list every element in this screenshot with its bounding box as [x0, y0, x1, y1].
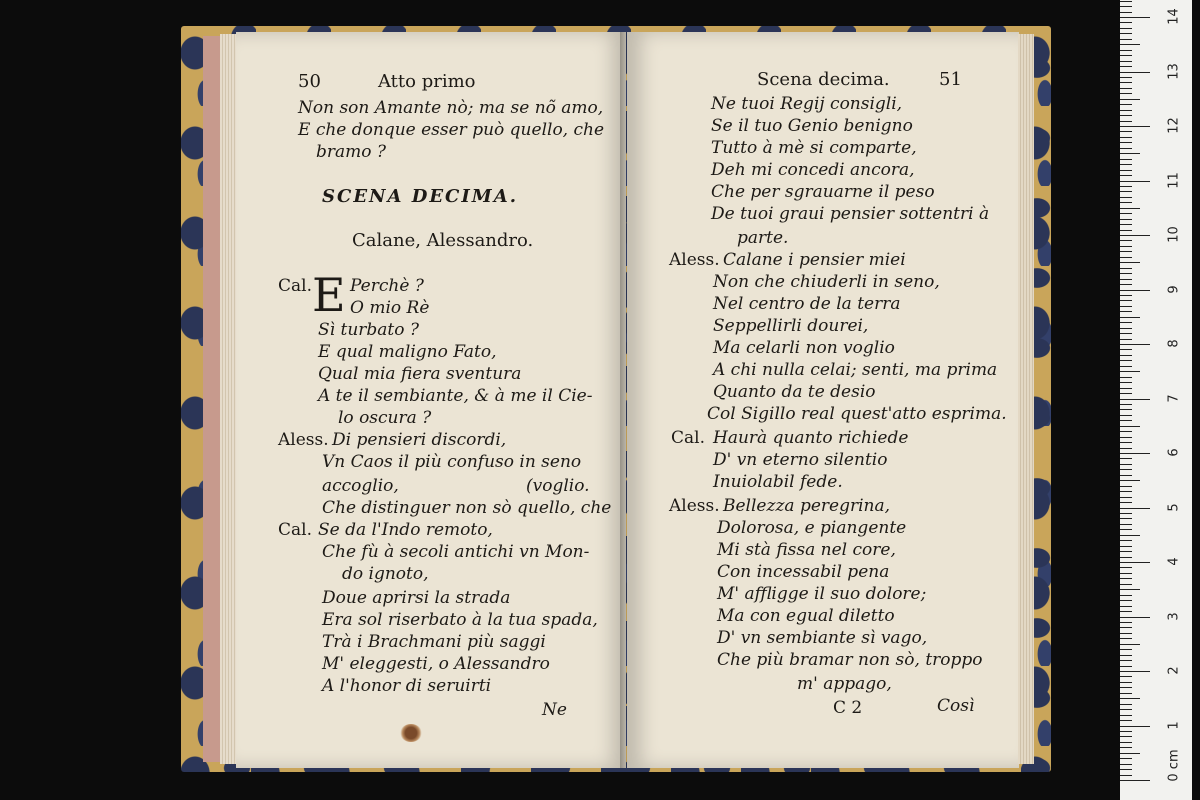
- text-line: Di pensieri discordi,: [332, 430, 507, 450]
- ruler-tick: [1120, 388, 1132, 389]
- ruler-tick: [1120, 420, 1132, 421]
- ruler-label: 5: [1166, 502, 1182, 512]
- ruler-tick: [1120, 698, 1140, 699]
- ruler-tick: [1120, 551, 1132, 552]
- speaker-label: Aless.: [669, 250, 720, 270]
- ruler-tick: [1120, 704, 1132, 705]
- ruler-label: 6: [1166, 448, 1182, 457]
- ruler-label: 7: [1166, 393, 1182, 403]
- ruler-tick: [1120, 28, 1132, 29]
- ruler-tick: [1120, 731, 1132, 732]
- ruler-tick: [1120, 660, 1132, 661]
- ruler-tick: [1120, 295, 1132, 296]
- ruler-tick: [1120, 758, 1132, 759]
- ruler-tick: [1120, 742, 1132, 743]
- ruler-tick: [1120, 399, 1150, 400]
- ruler-tick: [1120, 736, 1132, 737]
- measurement-ruler: [1120, 0, 1192, 800]
- right-page: [627, 32, 1019, 768]
- ruler-tick: [1120, 279, 1132, 280]
- ruler-tick: [1120, 562, 1150, 563]
- ruler-tick: [1120, 82, 1132, 83]
- ruler-tick: [1120, 33, 1132, 34]
- ruler-tick: [1120, 431, 1132, 432]
- ruler-tick: [1120, 17, 1150, 18]
- catchword: Ne: [542, 700, 567, 720]
- text-line: Perchè ?: [350, 276, 424, 296]
- ruler-tick: [1120, 55, 1132, 56]
- ruler-tick: [1120, 649, 1132, 650]
- ruler-tick: [1120, 393, 1132, 394]
- text-line: (voglio.: [526, 476, 590, 496]
- ruler-tick: [1120, 22, 1132, 23]
- ruler-tick: [1120, 747, 1132, 748]
- ruler-tick: [1120, 682, 1132, 683]
- ruler-tick: [1120, 622, 1132, 623]
- text-line: Haurà quanto richiede: [713, 428, 909, 448]
- running-head-left: Atto primo: [378, 71, 476, 92]
- ruler-tick: [1120, 186, 1132, 187]
- ruler-tick: [1120, 377, 1132, 378]
- ruler-tick: [1120, 333, 1132, 334]
- text-line: Bellezza peregrina,: [723, 496, 891, 516]
- ruler-tick: [1120, 224, 1132, 225]
- ruler-tick: [1120, 529, 1132, 530]
- ruler-label: 0 cm: [1166, 749, 1182, 782]
- text-line: Che più bramar non sò, troppo: [717, 650, 983, 670]
- ruler-tick: [1120, 121, 1132, 122]
- text-line: bramo ?: [316, 142, 387, 162]
- text-line: parte.: [737, 228, 789, 248]
- ruler-tick: [1120, 497, 1132, 498]
- text-line: Dolorosa, e piangente: [717, 518, 907, 538]
- ruler-tick: [1120, 437, 1132, 438]
- ruler-tick: [1120, 448, 1132, 449]
- ruler-tick: [1120, 230, 1132, 231]
- ruler-tick: [1120, 627, 1132, 628]
- ruler-tick: [1120, 99, 1140, 100]
- ruler-tick: [1120, 39, 1132, 40]
- ruler-label: 3: [1166, 611, 1182, 621]
- text-line: Mi stà fissa nel core,: [717, 540, 896, 560]
- text-line: accoglio,: [322, 476, 399, 496]
- ruler-tick: [1120, 181, 1150, 182]
- ruler-tick: [1120, 546, 1132, 547]
- ruler-tick: [1120, 290, 1150, 291]
- ruler-tick: [1120, 72, 1150, 73]
- ruler-tick: [1120, 589, 1140, 590]
- ruler-tick: [1120, 142, 1132, 143]
- text-line: Qual mia fiera sventura: [318, 364, 522, 384]
- ruler-tick: [1120, 262, 1140, 263]
- ruler-tick: [1120, 344, 1150, 345]
- ruler-tick: [1120, 137, 1132, 138]
- ruler-tick: [1120, 442, 1132, 443]
- ruler-tick: [1120, 284, 1132, 285]
- ruler-tick: [1120, 567, 1132, 568]
- ruler-tick: [1120, 426, 1140, 427]
- ruler-tick: [1120, 687, 1132, 688]
- ruler-tick: [1120, 573, 1132, 574]
- ruler-tick: [1120, 726, 1150, 727]
- ruler-tick: [1120, 371, 1140, 372]
- text-line: D' vn eterno silentio: [713, 450, 888, 470]
- ruler-tick: [1120, 578, 1132, 579]
- ruler-tick: [1120, 775, 1132, 776]
- text-line: Tutto à mè si comparte,: [711, 138, 917, 158]
- text-line: De tuoi graui pensier sottentri à: [711, 204, 990, 224]
- ruler-tick: [1120, 557, 1132, 558]
- text-line: Inuiolabil fede.: [713, 472, 843, 492]
- decorated-initial: E: [312, 268, 346, 322]
- stain-mark: [400, 724, 422, 742]
- ruler-tick: [1120, 475, 1132, 476]
- ruler-tick: [1120, 88, 1132, 89]
- ruler-tick: [1120, 159, 1132, 160]
- ruler-tick: [1120, 513, 1132, 514]
- ruler-tick: [1120, 502, 1132, 503]
- ruler-tick: [1120, 611, 1132, 612]
- ruler-tick: [1120, 104, 1132, 105]
- ruler-label: 11: [1166, 171, 1182, 189]
- text-line: Che per sgrauarne il peso: [711, 182, 935, 202]
- text-line: Ma con egual diletto: [717, 606, 895, 626]
- ruler-tick: [1120, 458, 1132, 459]
- text-line: Era sol riserbato à la tua spada,: [322, 610, 598, 630]
- ruler-tick: [1120, 1, 1132, 2]
- ruler-tick: [1120, 360, 1132, 361]
- ruler-tick: [1120, 780, 1150, 781]
- ruler-tick: [1120, 666, 1132, 667]
- text-line: D' vn sembiante sì vago,: [717, 628, 928, 648]
- catchword: Così: [937, 696, 975, 716]
- text-line: M' affligge il suo dolore;: [717, 584, 927, 604]
- text-line: E qual maligno Fato,: [318, 342, 497, 362]
- ruler-tick: [1120, 584, 1132, 585]
- page-number-left: 50: [298, 71, 321, 92]
- ruler-tick: [1120, 175, 1132, 176]
- speaker-label: Aless.: [278, 430, 329, 450]
- text-line: Che fù à secoli antichi vn Mon-: [322, 542, 590, 562]
- ruler-tick: [1120, 268, 1132, 269]
- ruler-tick: [1120, 12, 1132, 13]
- ruler-tick: [1120, 715, 1132, 716]
- ruler-tick: [1120, 251, 1132, 252]
- ruler-tick: [1120, 524, 1132, 525]
- text-line: A chi nulla celai; senti, ma prima: [713, 360, 998, 380]
- ruler-tick: [1120, 469, 1132, 470]
- ruler-tick: [1120, 709, 1132, 710]
- ruler-tick: [1120, 606, 1132, 607]
- ruler-tick: [1120, 535, 1140, 536]
- running-head-right: Scena decima.: [757, 69, 890, 90]
- text-line: A te il sembiante, & à me il Cie-: [318, 386, 593, 406]
- ruler-label: 2: [1166, 666, 1182, 675]
- text-line: Trà i Brachmani più saggi: [322, 632, 546, 652]
- ruler-tick: [1120, 480, 1140, 481]
- ruler-tick: [1120, 191, 1132, 192]
- ruler-tick: [1120, 50, 1132, 51]
- ruler-tick: [1120, 404, 1132, 405]
- text-line: do ignoto,: [342, 564, 429, 584]
- ruler-tick: [1120, 491, 1132, 492]
- ruler-tick: [1120, 240, 1132, 241]
- text-line: Con incessabil pena: [717, 562, 890, 582]
- ruler-tick: [1120, 300, 1132, 301]
- ruler-tick: [1120, 322, 1132, 323]
- text-line: Non son Amante nò; ma se nõ amo,: [298, 98, 604, 118]
- ruler-tick: [1120, 693, 1132, 694]
- ruler-tick: [1120, 306, 1132, 307]
- ruler-label: 12: [1166, 117, 1182, 134]
- text-line: Se da l'Indo remoto,: [318, 520, 493, 540]
- ruler-tick: [1120, 126, 1150, 127]
- text-line: A l'honor di seruirti: [322, 676, 492, 696]
- ruler-tick: [1120, 153, 1140, 154]
- text-line: Nel centro de la terra: [713, 294, 901, 314]
- ruler-tick: [1120, 638, 1132, 639]
- ruler-tick: [1120, 676, 1132, 677]
- ruler-label: 13: [1166, 62, 1182, 80]
- text-line: Non che chiuderli in seno,: [713, 272, 940, 292]
- text-line: E che donque esser può quello, che: [298, 120, 605, 140]
- ruler-tick: [1120, 753, 1140, 754]
- text-line: Vn Caos il più confuso in seno: [322, 452, 582, 472]
- text-line: Deh mi concedi ancora,: [711, 160, 915, 180]
- text-line: lo oscura ?: [338, 408, 432, 428]
- ruler-tick: [1120, 66, 1132, 67]
- ruler-tick: [1120, 617, 1150, 618]
- ruler-tick: [1120, 382, 1132, 383]
- ruler-tick: [1120, 219, 1132, 220]
- ruler-tick: [1120, 644, 1140, 645]
- ruler-tick: [1120, 197, 1132, 198]
- ruler-tick: [1120, 720, 1132, 721]
- ruler-tick: [1120, 355, 1132, 356]
- text-line: Seppellirli dourei,: [713, 316, 869, 336]
- ruler-label: 9: [1166, 284, 1182, 294]
- speaker-label: Cal.: [278, 520, 312, 540]
- page-stack-right: [1018, 34, 1034, 764]
- ruler-tick: [1120, 415, 1132, 416]
- ruler-tick: [1120, 208, 1140, 209]
- ruler-tick: [1120, 600, 1132, 601]
- text-line: Ne tuoi Regij consigli,: [711, 94, 903, 114]
- ruler-tick: [1120, 202, 1132, 203]
- ruler-tick: [1120, 213, 1132, 214]
- ruler-label: 10: [1166, 226, 1182, 243]
- text-line: Se il tuo Genio benigno: [711, 116, 913, 136]
- ruler-tick: [1120, 464, 1132, 465]
- ruler-tick: [1120, 148, 1132, 149]
- ruler-tick: [1120, 115, 1132, 116]
- ruler-tick: [1120, 595, 1132, 596]
- ruler-tick: [1120, 77, 1132, 78]
- text-line: Quanto da te desio: [713, 382, 876, 402]
- ruler-tick: [1120, 366, 1132, 367]
- ruler-tick: [1120, 110, 1132, 111]
- ruler-tick: [1120, 235, 1150, 236]
- ruler-tick: [1120, 273, 1132, 274]
- ruler-tick: [1120, 6, 1132, 7]
- ruler-tick: [1120, 93, 1132, 94]
- ruler-tick: [1120, 764, 1132, 765]
- ruler-tick: [1120, 170, 1132, 171]
- text-line: Ma celarli non voglio: [713, 338, 895, 358]
- ruler-tick: [1120, 246, 1132, 247]
- ruler-tick: [1120, 671, 1150, 672]
- ruler-tick: [1120, 317, 1140, 318]
- ruler-tick: [1120, 328, 1132, 329]
- left-page: [236, 32, 626, 768]
- speaker-label: Aless.: [669, 496, 720, 516]
- ruler-tick: [1120, 349, 1132, 350]
- ruler-tick: [1120, 453, 1150, 454]
- ruler-tick: [1120, 409, 1132, 410]
- speaker-label: Cal.: [671, 428, 705, 448]
- ruler-tick: [1120, 486, 1132, 487]
- ruler-label: 14: [1166, 8, 1182, 25]
- ruler-tick: [1120, 44, 1140, 45]
- ruler-tick: [1120, 311, 1132, 312]
- ruler-tick: [1120, 61, 1132, 62]
- ruler-tick: [1120, 655, 1132, 656]
- speaker-label: Cal.: [278, 276, 312, 296]
- ruler-tick: [1120, 518, 1132, 519]
- text-line: O mio Rè: [350, 298, 430, 318]
- page-number-right: 51: [939, 69, 962, 90]
- ruler-tick: [1120, 508, 1150, 509]
- text-line: Sì turbato ?: [318, 320, 419, 340]
- ruler-tick: [1120, 769, 1132, 770]
- ruler-label: 1: [1166, 720, 1182, 730]
- ruler-tick: [1120, 257, 1132, 258]
- scene-characters: Calane, Alessandro.: [352, 230, 534, 251]
- ruler-tick: [1120, 633, 1132, 634]
- ruler-tick: [1120, 339, 1132, 340]
- text-line: Doue aprirsi la strada: [322, 588, 511, 608]
- ruler-tick: [1120, 131, 1132, 132]
- text-line: M' eleggesti, o Alessandro: [322, 654, 550, 674]
- scene-title: SCENA DECIMA.: [322, 186, 518, 207]
- ruler-tick: [1120, 164, 1132, 165]
- text-line: Che distinguer non sò quello, che: [322, 498, 612, 518]
- text-line: Calane i pensier miei: [723, 250, 906, 270]
- text-line: m' appago,: [797, 674, 892, 694]
- ruler-label: 8: [1166, 339, 1182, 348]
- ruler-label: 4: [1166, 557, 1182, 566]
- signature-mark: C 2: [833, 698, 863, 718]
- ruler-tick: [1120, 540, 1132, 541]
- text-line: Col Sigillo real quest'atto esprima.: [707, 404, 1007, 424]
